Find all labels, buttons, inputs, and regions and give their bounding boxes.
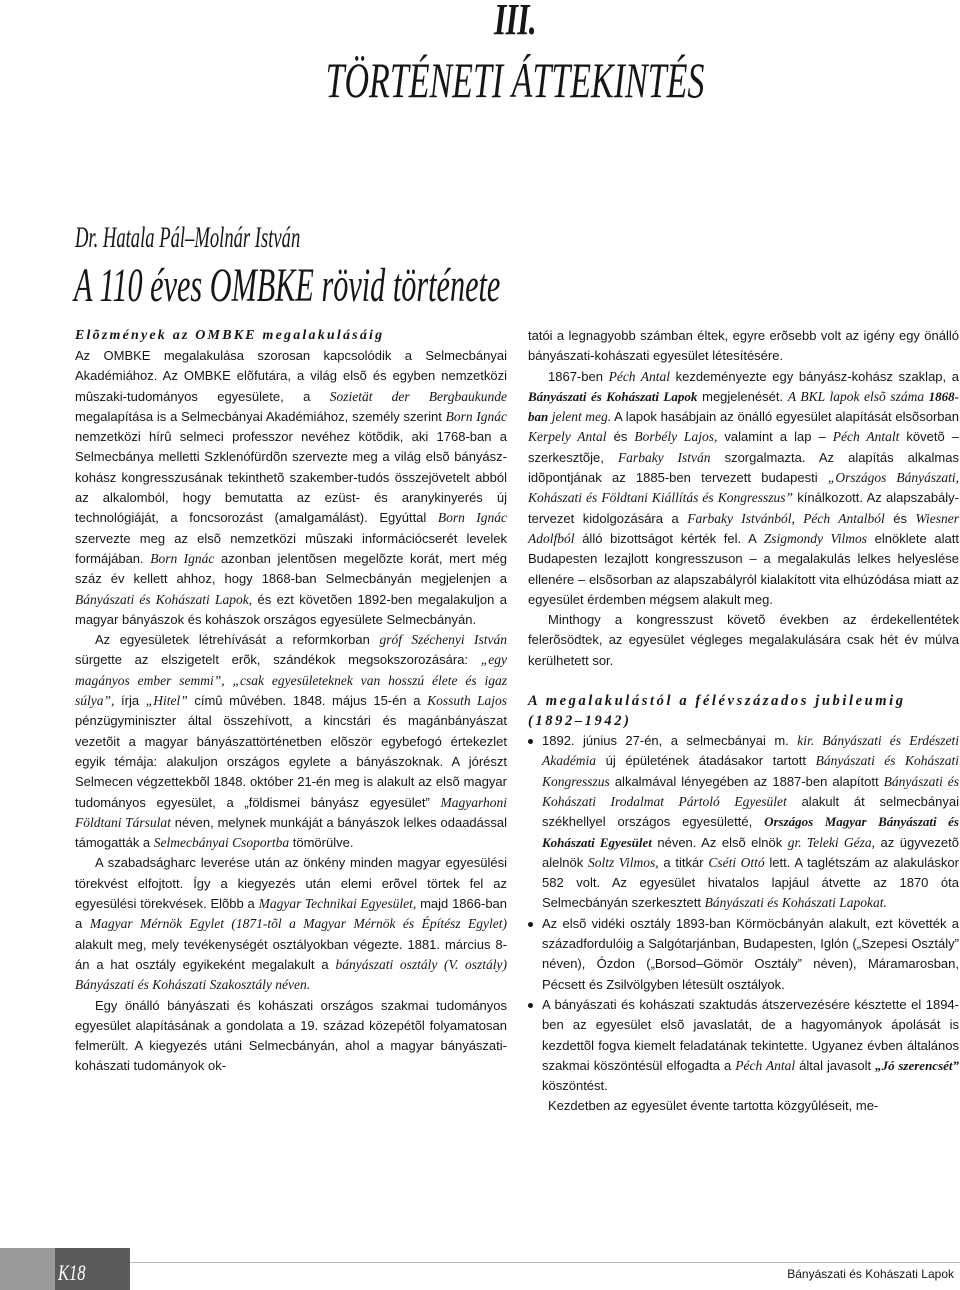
right-column (528, 326, 959, 1117)
bullet-list (528, 731, 959, 1096)
list-item: 1892. június 27-én, a selmecbányai m. kir. Bányászati és Erdészeti Akadémia új épületének átadásakor tartott Bányászati és Kohászati Kongresszus alkalmával lényegében az 1887-ben alapított Bányászati és Kohászati Irodalmat Pártoló Egyesület alakult át selmecbányai székhellyel országos egyesületté, Országos Magyar Bányászati és Kohászati Egyesület néven. Az elsõ elnök gr. Teleki Géza, az ügyvezetõ alelnök Soltz Vilmos, a titkár Cséti Ottó lett. A taglétszám az alakuláskor 582 volt. Az egyesület hivatalos lapjául átvette az 1870 óta Selmecbányán szerkesztett Bányászati és Kohászati Lapokat. (528, 731, 959, 914)
bullet-icon (528, 739, 533, 744)
chapter-title: TÖRTÉNETI ÁTTEKINTÉS (325, 52, 705, 108)
article-title: A 110 éves OMBKE rövid története (74, 259, 501, 312)
list-item: Az elsõ vidéki osztály 1893-ban Körmöcbányán alakult, ezt követték a századfordulóig a Salgótarjánban, Budapesten, Iglón („Szepesi Osztály” néven), Ózdon („Borsod–Gömör Osztály” néven), Máramarosban, Pécsett és Zsilvölgyben létesült osztályok. (528, 914, 959, 995)
paragraph: Minthogy a kongresszust követõ években az érdekellentétek felerõsödtek, az egyesület végleges megalakulására csak hét év múlva kerülhetett sor. (528, 612, 959, 668)
left-column (75, 326, 507, 1077)
bullet-icon (528, 1003, 533, 1008)
footer-rule (0, 1262, 960, 1263)
bullet-icon (528, 922, 533, 927)
paragraph: 1867-ben Péch Antal kezdeményezte egy bányász-kohász szaklap, a Bányászati és Kohászati Lapok megjelenését. A BKL lapok elsõ száma 1868-ban jelent meg. A lapok hasábjain az önálló egyesület alapítását elsõsorban Kerpely Antal és Borbély Lajos, valamint a lap – Péch Antalt követõ – szerkesztõje, Farbaky István szorgalmazta. Az alapítás alkalmas idõpontjának az 1885-ben tervezett budapesti „Országos Bányászati, Kohászati és Földtani Kiállítás és Kongresszus” kínálkozott. Az alapszabály-tervezet kidolgozására a Farbaky Istvánból, Péch Antalból és Wiesner Adolfból álló bizottságot kérték fel. A Zsigmondy Vilmos elnöklete alatt Budapesten lezajlott kongresszuson – a megalakulás lelkes helyeslése ellenére – elsõsorban az alapszabályról kialakított vita elhúzódása miatt az egyesület érdemben mégsem alakult meg. (528, 368, 960, 607)
section-heading: Elõzmények az OMBKE megalakulásáig (75, 328, 385, 343)
page-number: K18 (58, 1260, 86, 1285)
authors: Dr. Hatala Pál–Molnár István (75, 221, 301, 254)
paragraph: Kezdetben az egyesület évente tartotta közgyûléseit, me- (548, 1098, 879, 1114)
list-item: A bányászati és kohászati szaktudás átszervezésére késztette el 1894-ben az egyesület elsõ javaslatát, de a hagyományok ápolását is kezdettõl fogva kiemelt feladatának tekintette. Ugyanez évben általános szakmai köszöntésül elfogadta a Péch Antal által javasolt „Jó szerencsét” köszöntést. (528, 995, 959, 1096)
paragraph: Az OMBKE megalakulása szorosan kapcsolódik a Selmecbányai Akadémiához. Az OMBKE elõfutára, a világ elsõ és egyben nemzetközi mûszaki-tudományos egyesülete, a Sozietät der Bergbaukunde megalapítása is a Selmecbányai Akadémiához, személy szerint Born Ignác nemzetközi hírû selmeci professzor nevéhez kötõdik, aki 1768-ban a Selmecbánya melletti Szklenófürdõn szervezte meg a világ elsõ bányász-kohász kongresszusának tekinthetõ szakember-tudós összejövetelt abból az alkalomból, hogy bemutatta az ezüst- és aranykinyerés új technológiáját, a foncsorozást (amalgamálást). Egyúttal Born Ignác szervezte meg az elsõ nemzetközi mûszaki információcserét levelek formájában. Born Ignác azonban jelentõsen megelõzte korát, mert még száz év kellett ahhoz, hogy 1868-ban Selmecbányán megjelenjen a Bányászati és Kohászati Lapok, és ezt követõen 1892-ben megalakuljon a magyar bányászok és kohászok országos egyesülete Selmecbányán. (75, 348, 507, 627)
section-heading: A megalakulástól a félévszázados jubileumig (1892–1942) (528, 693, 906, 730)
paragraph: A szabadságharc leverése után az önkény minden magyar egyesülési törekvést elfojtott. Így a kiegyezés után elemi erõvel törtek fel az egyesülési törekvések. Elõbb a Magyar Technikai Egyesület, majd 1866-ban a Magyar Mérnök Egylet (1871-tõl a Magyar Mérnök és Építész Egylet) alakult meg, mely tevékenységét osztályokban végezte. 1881. március 8-án a hat osztály egyikeként megalakult a bányászati osztály (V. osztály) Bányászati és Kohászati Szakosztály néven. (75, 855, 508, 993)
paragraph: Egy önálló bányászati és kohászati országos szakmai tudományos egyesület alapításának a gondolata a 19. század közepétõl folyamatosan felmerült. A kiegyezés utáni Selmecbányán, ahol a magyar bányászati-kohászati tudományok ok- (75, 997, 507, 1074)
chapter-number: III. (493, 0, 537, 44)
journal-name: Bányászati és Kohászati Lapok (787, 1267, 954, 1281)
paragraph: tatói a legnagyobb számban éltek, egyre erõsebb volt az igény egy önálló bányászati-kohászati egyesület létesítésére. (528, 328, 959, 364)
paragraph: Az egyesületek létrehívását a reformkorban gróf Széchenyi István sürgette az elszigetelt erõk, szándékok megsokszorozására: „egy magányos ember semmi”, „csak egyesületeknek van hosszú élete és igaz súlya”, írja „Hitel” címû mûvében. 1848. május 15-én a Kossuth Lajos pénzügyminiszter által összehívott, a kincstári és magánbányászat vezetõit a magyar bányászattörténetben elõször egybefogó értekezlet egyik témája: alakuljon országos egylete a bányászoknak. A jórészt Selmecen végzettekbõl 1848. október 21-én meg is alakult az elsõ magyar tudományos egyesület, a „földismei bányász egyesület” Magyarhoni Földtani Társulat néven, melynek munkáját a bányászok lelkes odaadással támogatták a Selmecbányai Csoportba tömörülve. (75, 632, 508, 851)
